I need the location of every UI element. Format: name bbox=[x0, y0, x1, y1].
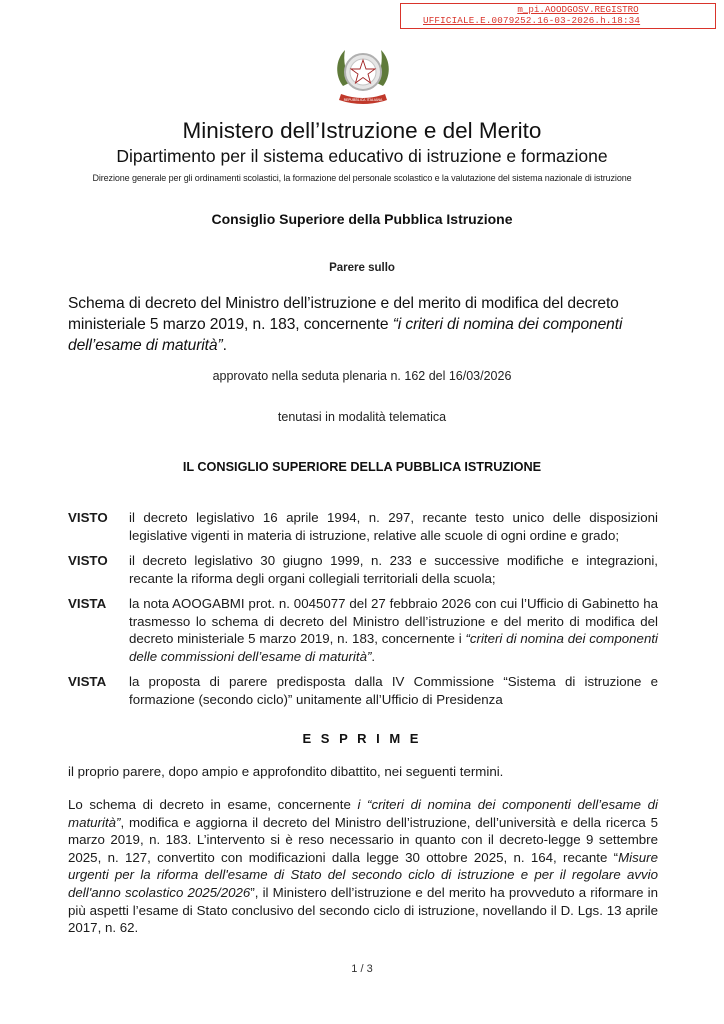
body-text: Lo schema di decreto in esame, concernente bbox=[68, 797, 358, 812]
council-title: Consiglio Superiore della Pubblica Istruzione bbox=[211, 211, 513, 227]
premise-item bbox=[68, 673, 658, 708]
schema-prefix: Schema di decreto del Ministro dell’istruzione e del merito di modifica del decreto ministeriale 5 marzo 2019, n. 183, concernente bbox=[68, 295, 619, 333]
opinion-label: Parere sullo bbox=[329, 262, 395, 274]
premise-label: VISTA bbox=[68, 674, 107, 689]
modality-line: tenutasi in modalità telematica bbox=[277, 410, 447, 424]
emblem-ribbon-text: REPUBBLICA ITALIANA bbox=[343, 98, 383, 102]
page-number: 1 / 3 bbox=[351, 963, 373, 975]
directorate-title: Direzione generale per gli ordinamenti scolastici, la formazione del personale scolastico e la valutazione del sistema nazionale di istruzione bbox=[92, 173, 632, 183]
stamp-line-2: UFFICIALE.E.0079252.16-03-2026.h.18:34 bbox=[423, 15, 641, 26]
approved-line: approvato nella seduta plenaria n. 162 del 16/03/2026 bbox=[212, 369, 512, 383]
premise-text-body: la nota AOOGABMI prot. n. 0045077 del 27 febbraio 2026 con cui l’Ufficio di Gabinetto ha trasmesso lo schema di decreto del Ministro dell’istruzione e del merito di modifica del decreto ministeriale 5 marzo 2019, n. 183, concernente i bbox=[129, 596, 658, 647]
premise-text-italic: “criteri di nomina dei componenti delle commissioni dell’esame di maturità” bbox=[129, 631, 658, 664]
protocol-stamp bbox=[400, 3, 716, 29]
premise-label: VISTO bbox=[68, 553, 108, 568]
premise-label: VISTA bbox=[68, 596, 107, 611]
body-paragraph bbox=[68, 796, 658, 937]
schema-title bbox=[68, 293, 660, 356]
premise-text bbox=[129, 552, 658, 587]
premise-item bbox=[68, 509, 658, 544]
intro-paragraph: il proprio parere, dopo ampio e approfondito dibattito, nei seguenti termini. bbox=[68, 764, 504, 779]
stamp-line-1: m_pi.AOODGOSV.REGISTRO bbox=[517, 4, 639, 15]
premise-text bbox=[129, 595, 658, 665]
schema-suffix: . bbox=[222, 337, 227, 354]
body-text: ”, il Ministero dell’istruzione e del merito ha provveduto a riformare in più aspetti l’esame di Stato conclusivo del secondo ciclo di istruzione, novellando il D. Lgs. 13 aprile 2017, n. 62. bbox=[68, 884, 658, 936]
premise-text bbox=[129, 509, 658, 544]
body-italic: i “criteri di nomina dei componenti dell’esame di maturità” bbox=[68, 797, 658, 830]
ministry-title: Ministero dell’Istruzione e del Merito bbox=[182, 118, 542, 143]
premise-text-body: il decreto legislativo 30 giugno 1999, n. 233 e successive modifiche e integrazioni, recante la riforma degli organi collegiali territoriali della scuola; bbox=[129, 553, 658, 586]
council-heading: IL CONSIGLIO SUPERIORE DELLA PUBBLICA ISTRUZIONE bbox=[182, 460, 542, 474]
premise-text-body: il decreto legislativo 16 aprile 1994, n. 297, recante testo unico delle disposizioni legislative vigenti in materia di istruzione, relative alle scuole di ogni ordine e grado; bbox=[129, 510, 658, 543]
body-italic: Misure urgenti per la riforma dell'esame di Stato del secondo ciclo di istruzione e per il regolare avvio dell'anno scolastico 2025/2026 bbox=[68, 849, 658, 900]
premise-item bbox=[68, 552, 658, 587]
department-title: Dipartimento per il sistema educativo di istruzione e formazione bbox=[116, 146, 608, 166]
premise-label: VISTO bbox=[68, 510, 108, 525]
italian-republic-emblem-icon bbox=[333, 42, 393, 108]
body-text: , modifica e aggiorna il decreto del Ministro dell’istruzione, dell’università e della ricerca 5 marzo 2019, n. 183. L’intervento si è reso necessario in quanto con il decreto-legge 9 settembre 2025, n. 127, convertito con modificazioni dalla legge 30 ottobre 2025, n. 164, recante “ bbox=[68, 814, 658, 865]
esprime-heading: E S P R I M E bbox=[302, 731, 422, 746]
premise-item bbox=[68, 595, 658, 665]
premise-text bbox=[129, 673, 658, 708]
schema-italic: “i criteri di nomina dei componenti dell’esame di maturità” bbox=[68, 316, 623, 354]
premise-text-body: la proposta di parere predisposta dalla IV Commissione “Sistema di istruzione e formazione (secondo ciclo)” unitamente all’Ufficio di Presidenza bbox=[129, 674, 658, 707]
premise-text-suffix: . bbox=[371, 648, 376, 664]
